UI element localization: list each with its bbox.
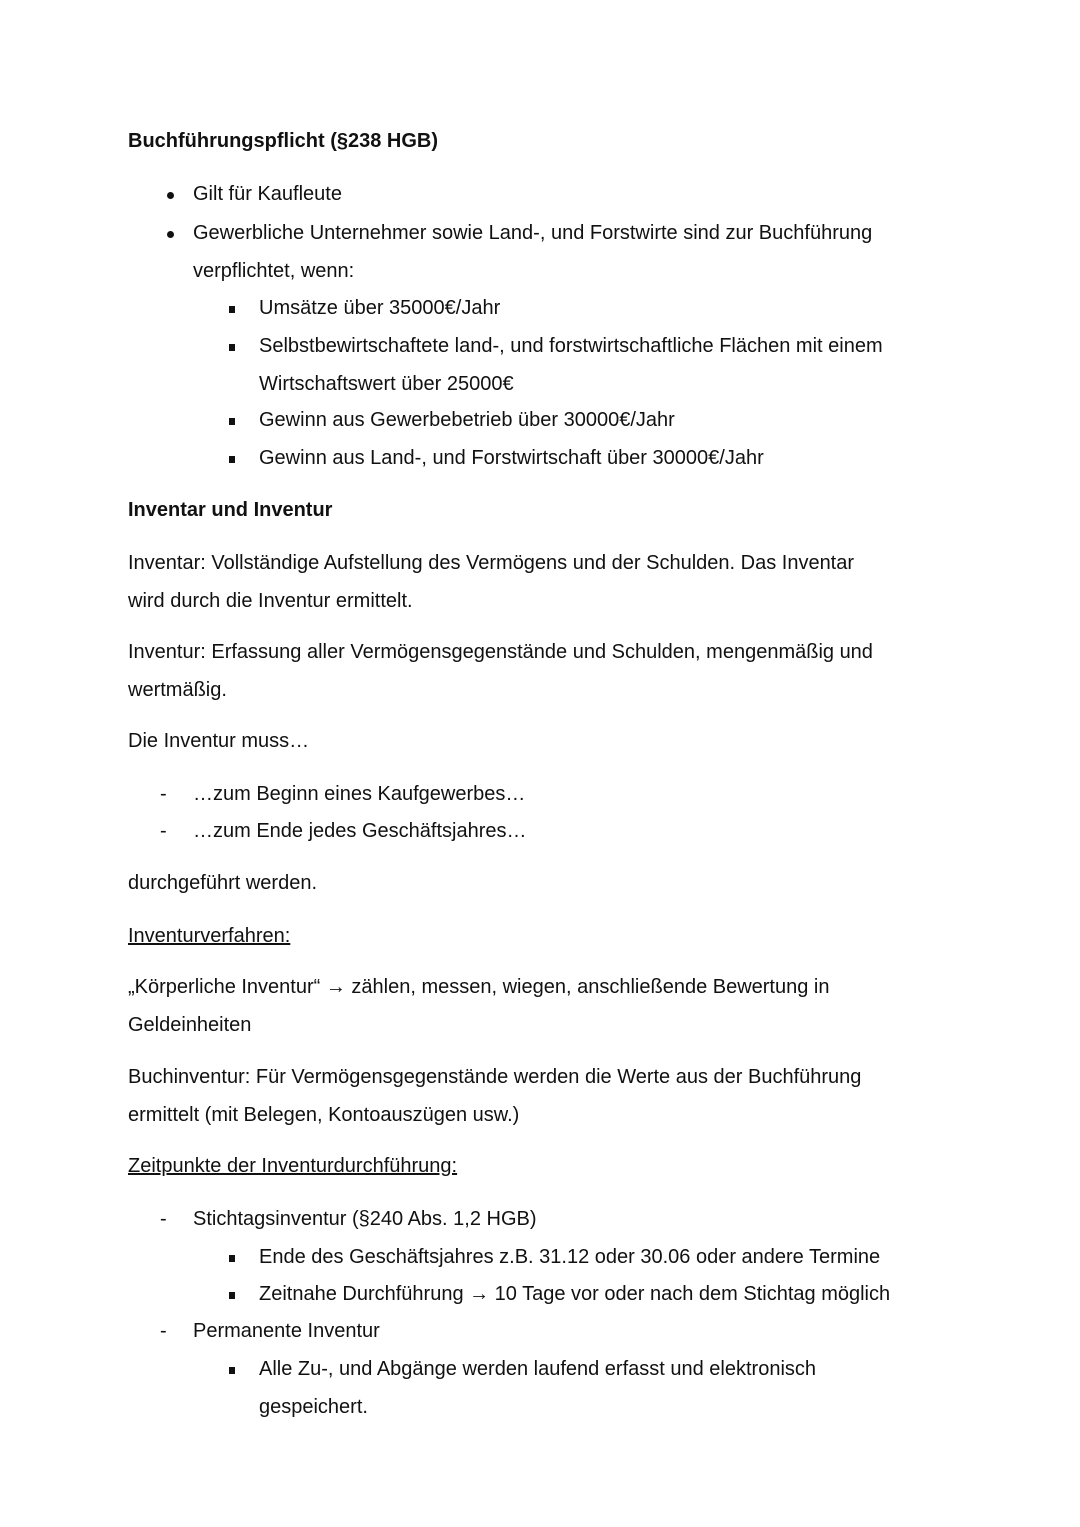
list-item: …zum Ende jedes Geschäftsjahres… — [193, 820, 527, 842]
list-item — [259, 1351, 816, 1426]
dash-bullet: - — [160, 1208, 167, 1230]
square-bullet-icon — [229, 1367, 235, 1374]
list-item-stichtagsinventur: Stichtagsinventur (§240 Abs. 1,2 HGB) — [193, 1208, 537, 1230]
dash-bullet: - — [160, 1320, 167, 1342]
line: „Körperliche Inventur“ → zählen, messen, wiegen, anschließende Bewertung in — [128, 976, 830, 998]
paragraph-inventar — [128, 545, 854, 620]
list-item — [193, 215, 872, 290]
line: Inventur: Erfassung aller Vermögensgegenstände und Schulden, mengenmäßig und — [128, 641, 873, 663]
line: gespeichert. — [259, 1395, 368, 1418]
line: Inventar: Vollständige Aufstellung des Vermögens und der Schulden. Das Inventar — [128, 552, 855, 574]
square-bullet-icon — [229, 456, 235, 463]
square-bullet-icon — [229, 1292, 235, 1299]
list-item — [259, 328, 883, 403]
line: Gewinn aus Land-, und Forstwirtschaft über 30000€/Jahr — [259, 447, 764, 469]
heading-zeitpunkte: Zeitpunkte der Inventurdurchführung: — [128, 1155, 458, 1177]
heading-buchfuehrungspflicht: Buchführungspflicht (§238 HGB) — [128, 130, 439, 152]
paragraph-inventur — [128, 634, 873, 709]
line: Alle Zu-, und Abgänge werden laufend erfasst und elektronisch — [259, 1358, 817, 1380]
list-item — [193, 176, 342, 214]
line: Umsätze über 35000€/Jahr — [259, 297, 501, 319]
line: Geldeinheiten — [128, 1013, 252, 1036]
line: verpflichtet, wenn: — [193, 259, 355, 282]
line: Selbstbewirtschaftete land-, und forstwirtschaftliche Flächen mit einem — [259, 335, 883, 357]
square-bullet-icon — [229, 306, 235, 313]
line: wertmäßig. — [128, 678, 227, 701]
heading-inventar-inventur: Inventar und Inventur — [128, 499, 333, 521]
list-item-permanente-inventur: Permanente Inventur — [193, 1320, 380, 1342]
list-item — [259, 402, 675, 440]
bullet-icon — [167, 192, 174, 199]
square-bullet-icon — [229, 1255, 235, 1262]
dash-bullet: - — [160, 783, 167, 805]
paragraph-durchgefuehrt: durchgeführt werden. — [128, 872, 318, 894]
bullet-icon — [167, 231, 174, 238]
line: Gilt für Kaufleute — [193, 183, 342, 205]
square-bullet-icon — [229, 344, 235, 351]
line: Wirtschaftswert über 25000€ — [259, 372, 514, 395]
paragraph-muss: Die Inventur muss… — [128, 730, 310, 752]
list-item: Zeitnahe Durchführung → 10 Tage vor oder nach dem Stichtag möglich — [259, 1283, 891, 1305]
line: ermittelt (mit Belegen, Kontoauszügen usw.) — [128, 1103, 520, 1126]
list-item — [259, 290, 500, 328]
list-item: Ende des Geschäftsjahres z.B. 31.12 oder 30.06 oder andere Termine — [259, 1246, 881, 1268]
heading-inventurverfahren: Inventurverfahren: — [128, 925, 291, 947]
paragraph-buchinventur — [128, 1059, 861, 1134]
line: Buchinventur: Für Vermögensgegenstände werden die Werte aus der Buchführung — [128, 1066, 862, 1088]
list-item — [259, 440, 764, 478]
line: wird durch die Inventur ermittelt. — [128, 589, 413, 612]
list-item: …zum Beginn eines Kaufgewerbes… — [193, 783, 526, 805]
line: Gewinn aus Gewerbebetrieb über 30000€/Jahr — [259, 409, 675, 431]
square-bullet-icon — [229, 418, 235, 425]
line: Gewerbliche Unternehmer sowie Land-, und Forstwirte sind zur Buchführung — [193, 222, 873, 244]
paragraph-koerperliche-inventur — [128, 969, 829, 1044]
dash-bullet: - — [160, 820, 167, 842]
